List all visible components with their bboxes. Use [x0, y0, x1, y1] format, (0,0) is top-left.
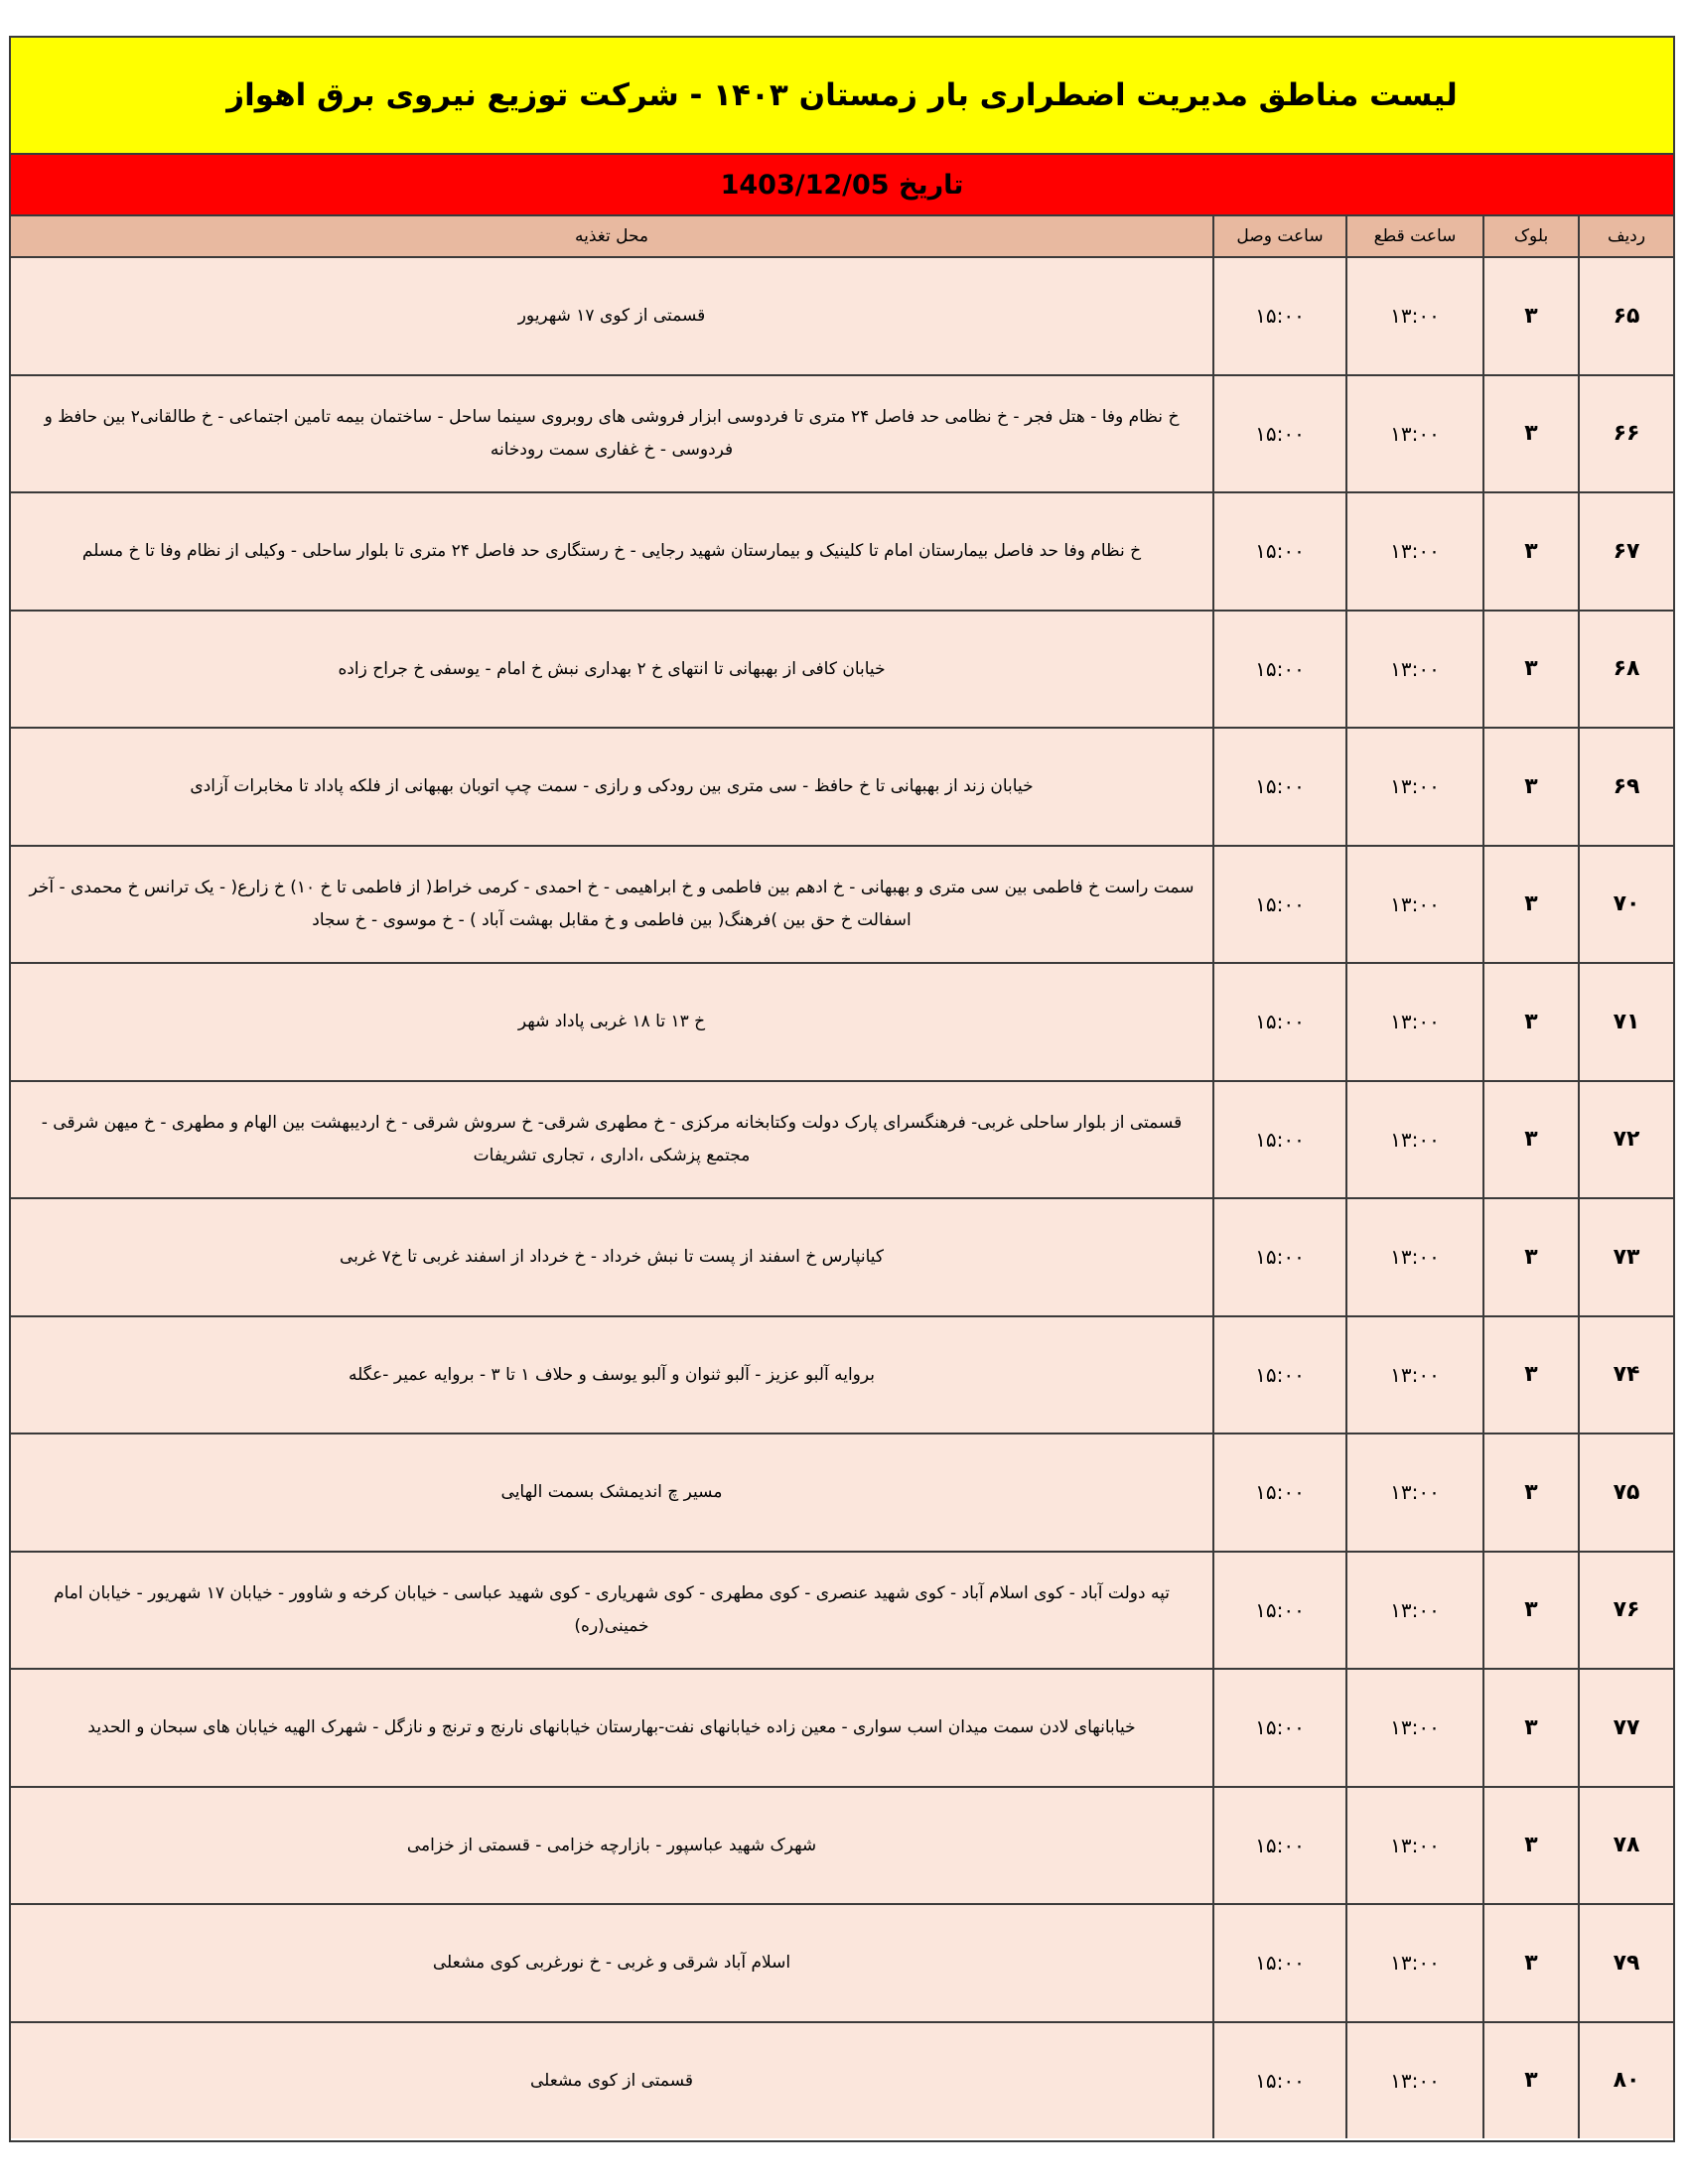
location-cell: سمت راست خ فاطمی بین سی متری و بهبهانی - خ ادهم بین فاطمی و خ ابراهیمی - خ احمدی - کرمی خراط( از فاطمی تا خ ۱۰) خ زارع( - یک ترانس خ محمدی - آخر اسفالت خ حق بین )فرهنگ( بین فاطمی و خ مقابل بهشت آباد ) - خ موسوی - خ سجاد: [29, 878, 1195, 930]
title-bar: [11, 38, 1673, 155]
table-row: [11, 1433, 1673, 1551]
row-number: ۶۹: [1578, 729, 1673, 845]
block-cell: ۳: [1482, 1317, 1578, 1433]
cut-time-cell: ۱۳:۰۰: [1345, 2023, 1482, 2139]
power-outage-schedule-sheet: [9, 36, 1675, 2142]
block-cell: ۳: [1482, 1670, 1578, 1786]
row-number: ۶۵: [1578, 258, 1673, 374]
cut-time-cell: ۱۳:۰۰: [1345, 258, 1482, 374]
block-cell: ۳: [1482, 2023, 1578, 2139]
row-number: ۷۸: [1578, 1788, 1673, 1904]
connect-time-cell: ۱۵:۰۰: [1212, 493, 1345, 610]
table-row: [11, 727, 1673, 845]
cut-time-cell: ۱۳:۰۰: [1345, 376, 1482, 492]
cut-time-cell: ۱۳:۰۰: [1345, 612, 1482, 728]
connect-time-cell: ۱۵:۰۰: [1212, 1434, 1345, 1551]
row-number: ۶۷: [1578, 493, 1673, 610]
block-cell: ۳: [1482, 1788, 1578, 1904]
block-cell: ۳: [1482, 258, 1578, 374]
row-number: ۶۸: [1578, 612, 1673, 728]
table-row: [11, 1786, 1673, 1904]
block-cell: ۳: [1482, 1905, 1578, 2021]
connect-time-cell: ۱۵:۰۰: [1212, 847, 1345, 963]
cut-time-cell: ۱۳:۰۰: [1345, 1553, 1482, 1669]
table-row: [11, 1551, 1673, 1669]
connect-time-cell: ۱۵:۰۰: [1212, 1670, 1345, 1786]
row-number: ۷۳: [1578, 1199, 1673, 1315]
cut-time-cell: ۱۳:۰۰: [1345, 1788, 1482, 1904]
connect-time-cell: ۱۵:۰۰: [1212, 1199, 1345, 1315]
page-title: لیست مناطق مدیریت اضطراری بار زمستان ۱۴۰۳ - شرکت توزیع نیروی برق اهواز: [226, 77, 1458, 113]
location-cell: خ نظام وفا حد فاصل بیمارستان امام تا کلینیک و بیمارستان شهید رجایی - خ رستگاری حد فاصل ۲۴ متری تا بلوار ساحلی - وکیلی از نظام وفا تا خ مسلم: [81, 541, 1142, 562]
block-cell: ۳: [1482, 729, 1578, 845]
cut-time-cell: ۱۳:۰۰: [1345, 1082, 1482, 1198]
location-cell: خیابان کافی از بهبهانی تا انتهای خ ۲ بهداری نبش خ امام - یوسفی خ جراح زاده: [338, 658, 886, 679]
row-number: ۸۰: [1578, 2023, 1673, 2139]
block-cell: ۳: [1482, 376, 1578, 492]
cut-time-cell: ۱۳:۰۰: [1345, 1905, 1482, 2021]
cut-time-cell: ۱۳:۰۰: [1345, 847, 1482, 963]
table-row: [11, 1315, 1673, 1433]
connect-time-cell: ۱۵:۰۰: [1212, 729, 1345, 845]
connect-time-cell: ۱۵:۰۰: [1212, 376, 1345, 492]
table-row: [11, 962, 1673, 1080]
cut-time-cell: ۱۳:۰۰: [1345, 729, 1482, 845]
connect-time-cell: ۱۵:۰۰: [1212, 1553, 1345, 1669]
row-number: ۷۶: [1578, 1553, 1673, 1669]
connect-time-cell: ۱۵:۰۰: [1212, 1082, 1345, 1198]
row-number: ۷۷: [1578, 1670, 1673, 1786]
location-cell: کیانپارس خ اسفند از پست تا نبش خرداد - خ خرداد از اسفند غربی تا خ۷ غربی: [340, 1247, 884, 1268]
row-number: ۷۲: [1578, 1082, 1673, 1198]
table-row: [11, 1903, 1673, 2021]
date-bar: [11, 155, 1673, 216]
cut-time-cell: ۱۳:۰۰: [1345, 964, 1482, 1080]
block-cell: ۳: [1482, 1082, 1578, 1198]
row-number: ۷۱: [1578, 964, 1673, 1080]
connect-time-cell: ۱۵:۰۰: [1212, 1905, 1345, 2021]
cut-time-cell: ۱۳:۰۰: [1345, 493, 1482, 610]
table-row: [11, 374, 1673, 492]
location-cell: خ ۱۳ تا ۱۸ غربی پاداد شهر: [517, 1012, 706, 1032]
header-cut-time: ساعت قطع: [1345, 216, 1482, 256]
block-cell: ۳: [1482, 612, 1578, 728]
location-cell: خیابان زند از بهبهانی تا خ حافظ - سی متری بین رودکی و رازی - سمت چپ اتوبان بهبهانی از فلکه پاداد تا مخابرات آزادی: [190, 776, 1034, 797]
connect-time-cell: ۱۵:۰۰: [1212, 1317, 1345, 1433]
header-block: بلوک: [1482, 216, 1578, 256]
connect-time-cell: ۱۵:۰۰: [1212, 1788, 1345, 1904]
location-cell: قسمتی از کوی ۱۷ شهریور: [517, 306, 706, 327]
table-body: [11, 256, 1673, 2138]
table-row: [11, 2021, 1673, 2139]
location-cell: شهرک شهید عباسپور - بازارچه خزامی - قسمتی از خزامی: [406, 1835, 817, 1855]
connect-time-cell: ۱۵:۰۰: [1212, 612, 1345, 728]
cut-time-cell: ۱۳:۰۰: [1345, 1317, 1482, 1433]
location-cell: خیابانهای لادن سمت میدان اسب سواری - معین زاده خیابانهای نفت-بهارستان خیابانهای نارنج و ترنج و نازگل - شهرک الهیه خیابان های سبحان و الحدید: [87, 1717, 1136, 1738]
location-cell: قسمتی از بلوار ساحلی غربی- فرهنگسرای پارک دولت وکتابخانه مرکزی - خ مطهری شرقی- خ سروش شرقی - خ اردیبهشت بین الهام و مطهری - خ میهن شرقی - مجتمع پزشکی ،اداری ، تجاری تشریفات: [41, 1113, 1183, 1165]
location-cell: خ نظام وفا - هتل فجر - خ نظامی حد فاصل ۲۴ متری تا فردوسی ابزار فروشی های روبروی سینما ساحل - ساختمان بیمه تامین اجتماعی - خ طالقانی۲ بین حافظ و فردوسی - خ غفاری سمت رودخانه: [44, 407, 1180, 460]
block-cell: ۳: [1482, 1553, 1578, 1669]
block-cell: ۳: [1482, 1199, 1578, 1315]
row-number: ۷۰: [1578, 847, 1673, 963]
row-number: ۶۶: [1578, 376, 1673, 492]
location-cell: تپه دولت آباد - کوی اسلام آباد - کوی شهید عنصری - کوی مطهری - کوی شهریاری - کوی شهید عباسی - خیابان کرخه و شاوور - خیابان ۱۷ شهریور - خیابان امام خمینی(ره): [54, 1583, 1170, 1636]
row-number: ۷۵: [1578, 1434, 1673, 1551]
block-cell: ۳: [1482, 1434, 1578, 1551]
table-row: [11, 1668, 1673, 1786]
header-row-number: ردیف: [1578, 216, 1673, 256]
block-cell: ۳: [1482, 964, 1578, 1080]
block-cell: ۳: [1482, 493, 1578, 610]
location-cell: مسیر چ اندیمشک بسمت الهایی: [500, 1482, 723, 1503]
table-row: [11, 256, 1673, 374]
connect-time-cell: ۱۵:۰۰: [1212, 258, 1345, 374]
row-number: ۷۴: [1578, 1317, 1673, 1433]
table-row: [11, 845, 1673, 963]
table-header-row: [11, 216, 1673, 256]
schedule-date: تاریخ 1403/12/05: [720, 169, 964, 201]
header-location: محل تغذیه: [574, 226, 649, 246]
cut-time-cell: ۱۳:۰۰: [1345, 1199, 1482, 1315]
table-row: [11, 491, 1673, 610]
header-connect-time: ساعت وصل: [1212, 216, 1345, 256]
location-cell: اسلام آباد شرقی و غربی - خ نورغربی کوی مشعلی: [432, 1953, 791, 1974]
schedule-table: [11, 216, 1673, 2138]
location-cell: بروایه آلبو عزیز - آلبو ثنوان و آلبو یوسف و حلاف ۱ تا ۳ - بروایه عمیر -عگله: [349, 1364, 875, 1385]
cut-time-cell: ۱۳:۰۰: [1345, 1434, 1482, 1551]
connect-time-cell: ۱۵:۰۰: [1212, 2023, 1345, 2139]
table-row: [11, 1197, 1673, 1315]
table-row: [11, 610, 1673, 728]
cut-time-cell: ۱۳:۰۰: [1345, 1670, 1482, 1786]
block-cell: ۳: [1482, 847, 1578, 963]
location-cell: قسمتی از کوی مشعلی: [530, 2070, 694, 2091]
table-row: [11, 1080, 1673, 1198]
connect-time-cell: ۱۵:۰۰: [1212, 964, 1345, 1080]
row-number: ۷۹: [1578, 1905, 1673, 2021]
